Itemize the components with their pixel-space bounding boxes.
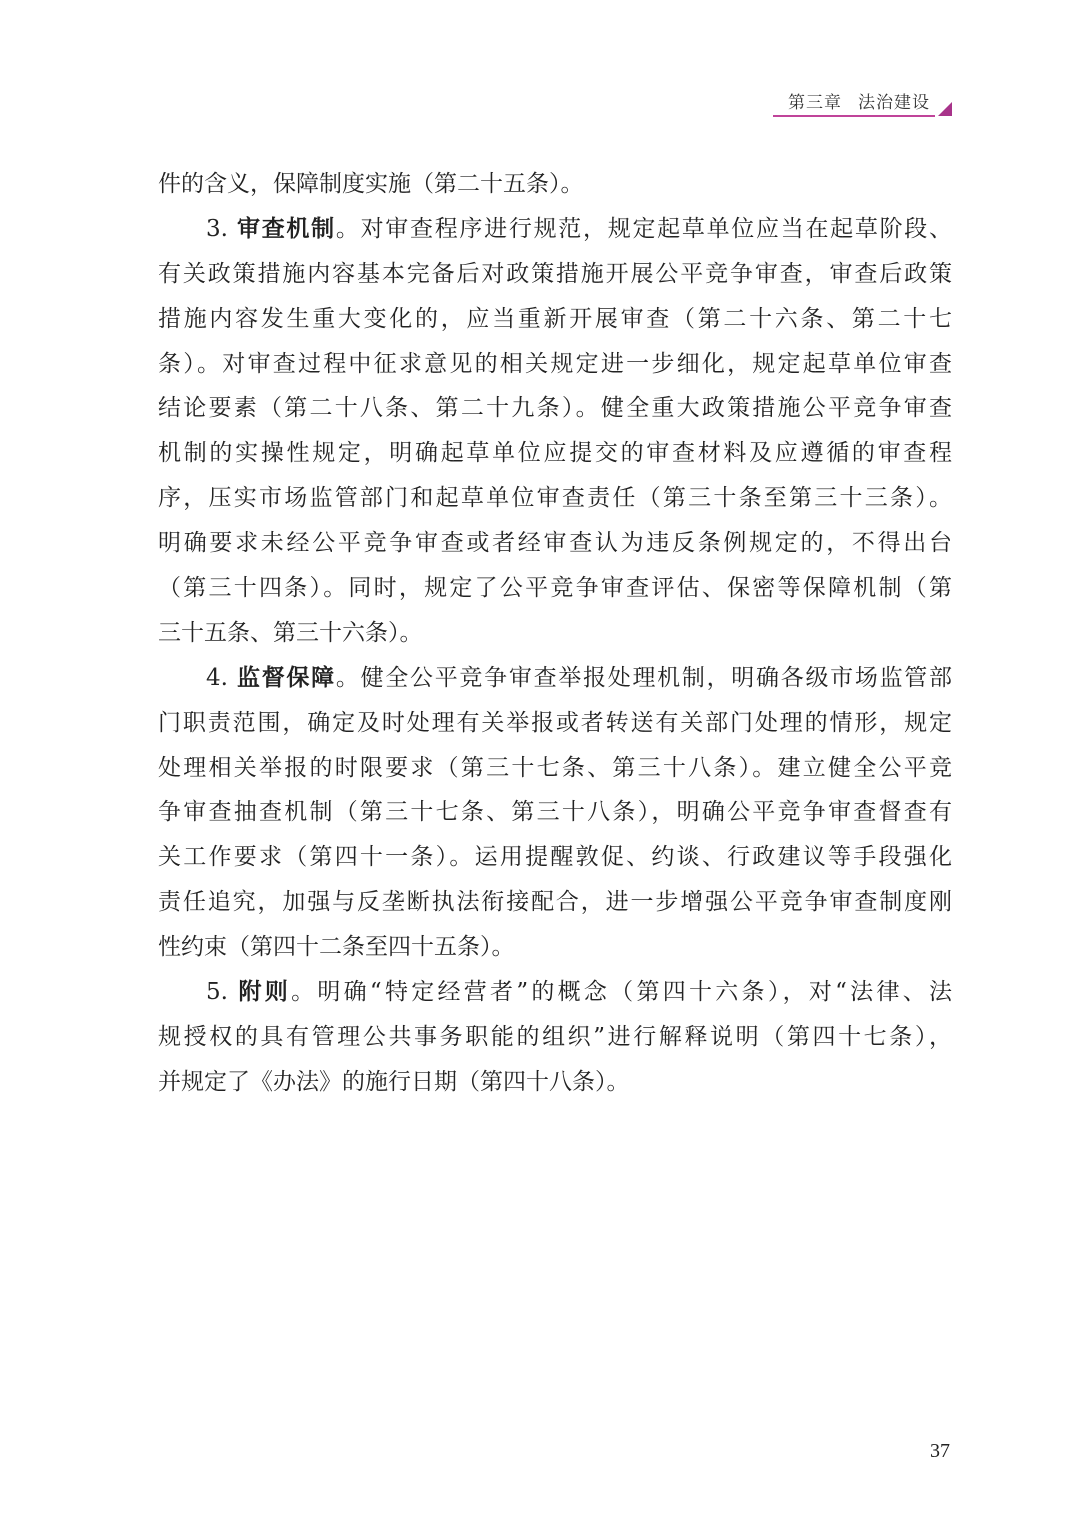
chapter-title: 法治建设 [858, 93, 930, 113]
text-line [158, 707, 952, 752]
header-rule [773, 115, 935, 117]
item-number: 5. [206, 979, 239, 1006]
text-line [158, 437, 952, 482]
line-text: 。明确“特定经营者”的概念（第四十六条），对“法律、法 [291, 979, 952, 1006]
text-line [158, 303, 952, 348]
line-text: 责任追究，加强与反垄断执法衔接配合，进一步增强公平竞争审查制度刚 [158, 889, 952, 916]
text-line [158, 572, 952, 617]
line-text: 机制的实操性规定，明确起草单位应提交的审查材料及应遵循的审查程 [158, 440, 952, 467]
text-line [158, 392, 952, 437]
corner-triangle-decoration [938, 102, 952, 116]
text-line [158, 617, 952, 662]
text-line [158, 213, 952, 258]
text-line [158, 976, 952, 1021]
text-line [158, 482, 952, 527]
line-text: 。健全公平竞争审查举报处理机制，明确各级市场监管部 [335, 664, 953, 691]
line-text: 结论要素（第二十八条、第二十九条）。健全重大政策措施公平竞争审查 [158, 395, 952, 422]
line-text: 关工作要求（第四十一条）。运用提醒敦促、约谈、行政建议等手段强化 [158, 844, 952, 871]
item-number: 3. [206, 215, 237, 242]
line-text: 性约束（第四十二条至四十五条）。 [158, 934, 515, 961]
line-text: 明确要求未经公平竞争审查或者经审查认为违反条例规定的，不得出台 [158, 530, 952, 557]
text-line [158, 931, 952, 976]
line-text: 并规定了《办法》的施行日期（第四十八条）。 [158, 1068, 630, 1095]
item-number: 4. [206, 664, 237, 691]
line-text: 条）。对审查过程中征求意见的相关规定进一步细化，规定起草单位审查 [158, 350, 952, 377]
line-text: 规授权的具有管理公共事务职能的组织”进行解释说明（第四十七条）， [158, 1023, 952, 1050]
line-text: 措施内容发生重大变化的，应当重新开展审查（第二十六条、第二十七 [158, 305, 952, 332]
chapter-label: 第三章 [788, 93, 842, 113]
body-text [158, 168, 952, 1111]
line-text: （第三十四条）。同时，规定了公平竞争审查评估、保密等保障机制（第 [158, 575, 952, 602]
text-line [158, 527, 952, 572]
text-line [158, 796, 952, 841]
item-heading: 审查机制 [236, 214, 336, 242]
text-line [158, 168, 952, 213]
line-text: 序，压实市场监管部门和起草单位审查责任（第三十条至第三十三条）。 [158, 485, 952, 512]
text-line [158, 886, 952, 931]
text-line [158, 1066, 952, 1111]
line-text: 。对审查程序进行规范，规定起草单位应当在起草阶段、 [335, 215, 953, 242]
line-text: 件的含义，保障制度实施（第二十五条）。 [158, 171, 584, 197]
page-number: 37 [930, 1440, 950, 1462]
line-text: 处理相关举报的时限要求（第三十七条、第三十八条）。建立健全公平竞 [158, 754, 952, 781]
text-line [158, 1021, 952, 1066]
item-heading: 监督保障 [236, 663, 336, 691]
line-text: 争审查抽查机制（第三十七条、第三十八条），明确公平竞争审查督查有 [158, 799, 952, 826]
line-text: 门职责范围，确定及时处理有关举报或者转送有关部门处理的情形，规定 [158, 709, 952, 736]
item-heading: 附则 [238, 978, 292, 1006]
text-line [158, 841, 952, 886]
text-line [158, 752, 952, 797]
line-text: 三十五条、第三十六条）。 [158, 619, 423, 646]
running-header [788, 88, 930, 113]
text-line [158, 662, 952, 707]
text-line [158, 258, 952, 303]
line-text: 有关政策措施内容基本完备后对政策措施开展公平竞争审查，审查后政策 [158, 260, 952, 287]
text-line [158, 348, 952, 393]
